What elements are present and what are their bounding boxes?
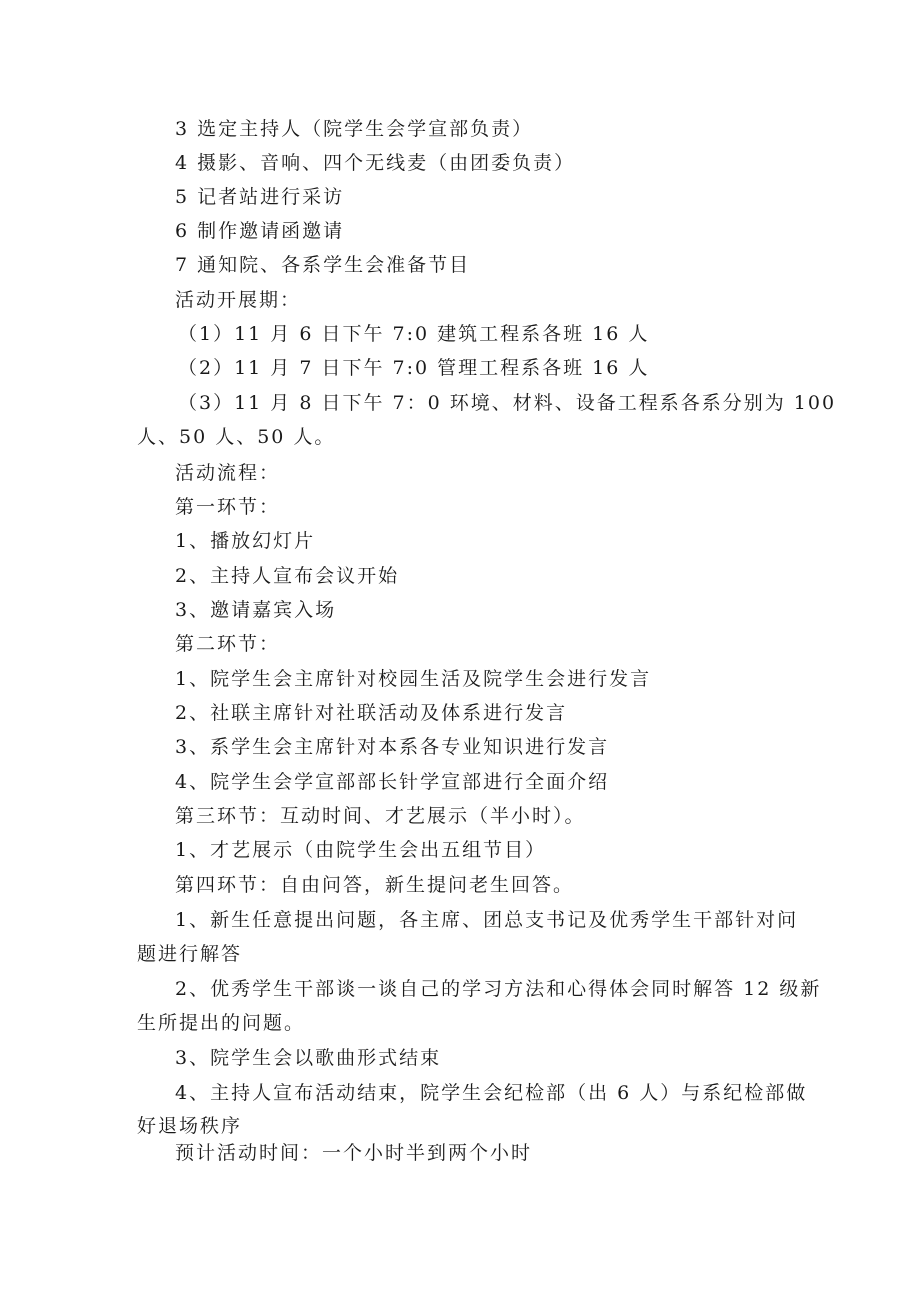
section-heading: 活动流程： bbox=[175, 462, 281, 484]
text-line: 1、才艺展示（由院学生会出五组节目） bbox=[175, 839, 547, 861]
text-line: （2）11 月 7 日下午 7:0 管理工程系各班 16 人 bbox=[178, 357, 650, 379]
text-line: 3 选定主持人（院学生会学宣部负责） bbox=[175, 118, 534, 140]
text-line: 3、院学生会以歌曲形式结束 bbox=[175, 1047, 442, 1069]
text-line: 好退场秩序 bbox=[137, 1115, 243, 1137]
text-line: 1、院学生会主席针对校园生活及院学生会进行发言 bbox=[175, 668, 652, 690]
text-line: 3、邀请嘉宾入场 bbox=[175, 599, 337, 621]
text-line: （1）11 月 6 日下午 7:0 建筑工程系各班 16 人 bbox=[178, 323, 650, 345]
text-line: 预计活动时间：一个小时半到两个小时 bbox=[175, 1142, 533, 1164]
text-line: 题进行解答 bbox=[137, 943, 243, 965]
text-line: 4、主持人宣布活动结束，院学生会纪检部（出 6 人）与系纪检部做 bbox=[175, 1082, 808, 1104]
text-line: 7 通知院、各系学生会准备节目 bbox=[175, 254, 471, 276]
text-line: 1、播放幻灯片 bbox=[175, 530, 316, 552]
text-line: 4、院学生会学宣部部长针学宣部进行全面介绍 bbox=[175, 771, 610, 793]
text-line: 3、系学生会主席针对本系各专业知识进行发言 bbox=[175, 736, 610, 758]
text-line: 6 制作邀请函邀请 bbox=[175, 220, 345, 242]
text-line: 生所提出的问题。 bbox=[137, 1012, 306, 1034]
section-heading: 第四环节：自由问答，新生提问老生回答。 bbox=[175, 874, 575, 896]
section-heading: 活动开展期： bbox=[175, 289, 302, 311]
text-line: 1、新生任意提出问题，各主席、团总支书记及优秀学生干部针对问 bbox=[175, 909, 799, 931]
text-line: 5 记者站进行采访 bbox=[175, 186, 345, 208]
text-line: 2、主持人宣布会议开始 bbox=[175, 565, 400, 587]
text-line: 2、社联主席针对社联活动及体系进行发言 bbox=[175, 702, 568, 724]
text-line: （3）11 月 8 日下午 7：0 环境、材料、设备工程系各系分别为 100 bbox=[178, 392, 837, 414]
text-line: 人、50 人、50 人。 bbox=[137, 426, 336, 448]
text-line: 4 摄影、音响、四个无线麦（由团委负责） bbox=[175, 152, 576, 174]
section-heading: 第一环节： bbox=[175, 496, 281, 518]
section-heading: 第三环节：互动时间、才艺展示（半小时）。 bbox=[175, 805, 586, 827]
section-heading: 第二环节： bbox=[175, 633, 281, 655]
text-line: 2、优秀学生干部谈一谈自己的学习方法和心得体会同时解答 12 级新 bbox=[175, 978, 822, 1000]
